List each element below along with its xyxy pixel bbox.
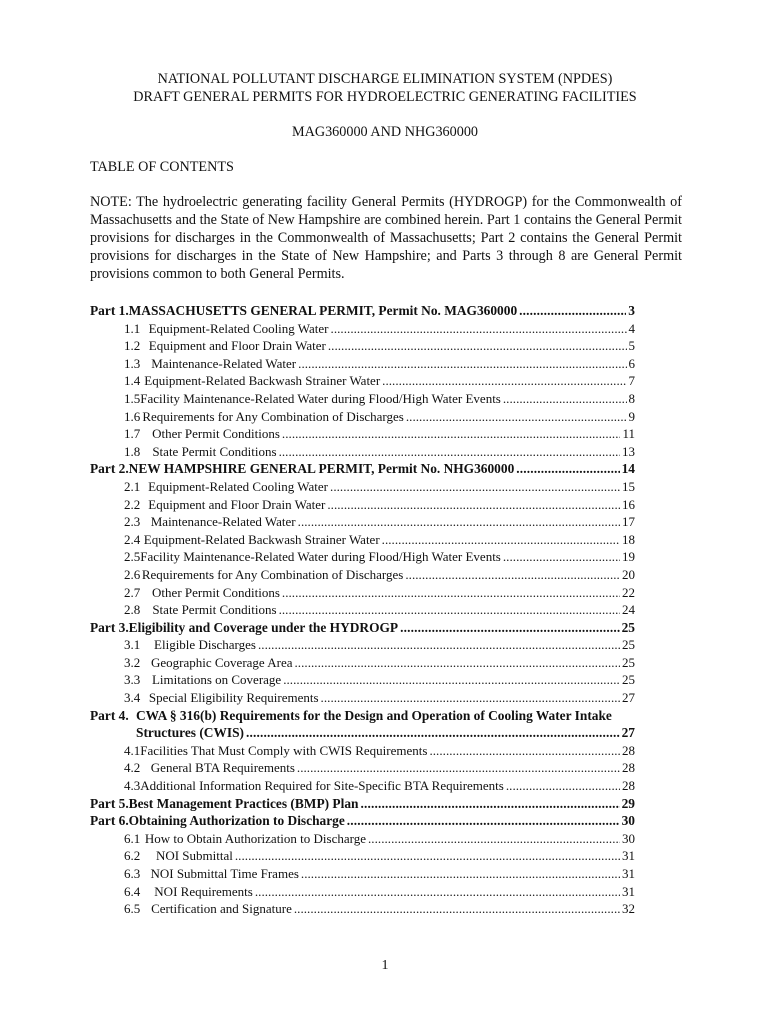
toc-section-entry[interactable] xyxy=(90,408,635,426)
toc-entry-number: 1.2 xyxy=(124,338,141,354)
toc-entry-page: 6 xyxy=(628,355,635,371)
toc-part-entry[interactable] xyxy=(90,812,635,830)
toc-dot-leader xyxy=(295,654,621,672)
toc-dot-leader xyxy=(298,355,626,373)
toc-entry-page: 20 xyxy=(622,566,635,582)
toc-entry-page: 32 xyxy=(622,901,635,917)
toc-entry-page: 18 xyxy=(622,531,635,547)
toc-entry-label: Limitations on Coverage xyxy=(151,672,282,688)
toc-section-entry[interactable] xyxy=(90,759,635,777)
toc-entry-number: 1.4 xyxy=(124,373,141,389)
toc-entry-label: Requirements for Any Combination of Discharges xyxy=(141,566,404,582)
toc-entry-label: Additional Information Required for Site-Specific BTA Requirements xyxy=(140,778,504,794)
toc-dot-leader xyxy=(258,636,620,654)
toc-entry-page: 13 xyxy=(622,443,635,459)
toc-dot-leader xyxy=(279,601,620,619)
toc-section-entry[interactable] xyxy=(90,548,635,566)
toc-entry-number: 4.3 xyxy=(124,778,141,794)
toc-entry-page: 25 xyxy=(621,619,635,635)
toc-entry-page: 16 xyxy=(622,496,635,512)
toc-section-entry[interactable] xyxy=(90,900,635,918)
toc-dot-leader xyxy=(503,390,627,408)
toc-dot-leader xyxy=(405,566,620,584)
toc-entry-page: 11 xyxy=(622,426,635,442)
toc-entry-page: 29 xyxy=(621,795,635,811)
toc-section-entry[interactable] xyxy=(90,883,635,901)
toc-entry-label: General BTA Requirements xyxy=(150,760,295,776)
toc-entry-page: 3 xyxy=(628,303,635,318)
toc-section-entry[interactable] xyxy=(90,513,635,531)
toc-entry-label: NEW HAMPSHIRE GENERAL PERMIT, Permit No. NHG360000 xyxy=(128,461,515,477)
toc-section-entry[interactable] xyxy=(90,443,635,461)
toc-dot-leader xyxy=(382,531,620,549)
toc-entry-page: 31 xyxy=(622,848,635,864)
toc-entry-page: 15 xyxy=(622,478,635,494)
toc-entry-number: 2.1 xyxy=(124,478,141,494)
toc-section-entry[interactable] xyxy=(90,337,635,355)
toc-entry-label: Eligibility and Coverage under the HYDROGP xyxy=(128,619,399,635)
toc-entry-number: 3.4 xyxy=(124,690,141,706)
toc-entry-number: 4.1 xyxy=(124,742,141,758)
toc-entry-number: 1.6 xyxy=(124,408,141,424)
toc-section-entry[interactable] xyxy=(90,478,635,496)
toc-entry-page: 31 xyxy=(622,866,635,881)
toc-entry-page: 7 xyxy=(628,373,635,389)
toc-entry-number: Part 5. xyxy=(90,795,129,811)
toc-dot-leader xyxy=(283,671,620,689)
toc-dot-leader xyxy=(321,689,620,707)
toc-section-entry[interactable] xyxy=(90,865,635,883)
toc-entry-label: Equipment-Related Cooling Water xyxy=(148,320,329,336)
toc-entry-number: 2.6 xyxy=(124,566,141,582)
toc-entry-page: 19 xyxy=(622,549,635,565)
toc-entry-label: NOI Requirements xyxy=(154,883,253,899)
toc-dot-leader xyxy=(503,548,620,566)
toc-entry-number: Part 4. xyxy=(90,707,129,723)
toc-section-entry[interactable] xyxy=(90,601,635,619)
toc-entry-number: 6.5 xyxy=(124,901,141,917)
toc-entry-label: Special Eligibility Requirements xyxy=(148,690,319,706)
toc-entry-number: 6.2 xyxy=(124,848,141,864)
toc-entry-number: 1.7 xyxy=(124,426,141,442)
toc-dot-leader xyxy=(516,460,619,478)
toc-entry-label: Certification and Signature xyxy=(151,901,292,917)
toc-entry-page: 9 xyxy=(628,408,635,424)
toc-section-entry[interactable] xyxy=(90,531,635,549)
toc-dot-leader xyxy=(297,759,620,777)
document-title-line-2: DRAFT GENERAL PERMITS FOR HYDROELECTRIC GENERATING FACILITIES xyxy=(133,89,637,105)
toc-entry-page: 30 xyxy=(622,830,635,846)
toc-dot-leader xyxy=(328,337,627,355)
toc-entry-page: 24 xyxy=(622,602,635,618)
toc-entry-page: 8 xyxy=(628,390,635,406)
note-paragraph: NOTE: The hydroelectric generating facility General Permits (HYDROGP) for the Commonwealth of Massachusetts and the State of New Hampshire are combined herein. Part 1 contains the General Permit provisions for discharges in the Commonwealth of Massachusetts; Part 2 contains the General Permit provisions for discharges in the State of New Hampshire; and Parts 3 through 8 are General Permit provisions common to both General Permits. xyxy=(90,194,682,282)
toc-entry-page: 27 xyxy=(621,725,635,741)
toc-dot-leader xyxy=(246,724,620,742)
toc-entry-label: Other Permit Conditions xyxy=(152,584,280,600)
toc-entry-page: 28 xyxy=(622,742,635,758)
toc-entry-number: 2.2 xyxy=(124,496,141,512)
toc-dot-leader xyxy=(301,865,620,883)
toc-dot-leader xyxy=(400,619,620,637)
toc-entry-label: State Permit Conditions xyxy=(152,443,277,459)
toc-entry-page: 28 xyxy=(622,760,635,776)
toc-entry-label: Facilities That Must Comply with CWIS Requirements xyxy=(140,742,428,758)
toc-dot-leader xyxy=(282,425,621,443)
toc-dot-leader xyxy=(382,372,626,390)
toc-entry-label: Facility Maintenance-Related Water during Flood/High Water Events xyxy=(140,549,501,565)
toc-section-entry[interactable] xyxy=(90,566,635,584)
toc-entry-page: 22 xyxy=(622,584,635,600)
toc-dot-leader xyxy=(235,847,620,865)
toc-dot-leader xyxy=(347,812,620,830)
toc-entry-page: 25 xyxy=(622,654,635,670)
toc-entry-page: 25 xyxy=(622,672,635,688)
toc-section-entry[interactable] xyxy=(90,355,635,373)
toc-entry-label: Facility Maintenance-Related Water during Flood/High Water Events xyxy=(140,390,501,406)
toc-entry-number: 3.3 xyxy=(124,672,141,688)
toc-entry-number: 1.1 xyxy=(124,320,141,336)
toc-section-entry[interactable] xyxy=(90,830,635,848)
toc-entry-number: 4.2 xyxy=(124,760,141,776)
toc-section-entry[interactable] xyxy=(90,584,635,602)
toc-section-entry[interactable] xyxy=(90,689,635,707)
toc-entry-label: Equipment-Related Backwash Strainer Water xyxy=(144,373,381,389)
toc-entry-page: 30 xyxy=(621,813,635,829)
toc-entry-label: MASSACHUSETTS GENERAL PERMIT, Permit No. MAG360000 xyxy=(128,303,518,318)
toc-dot-leader xyxy=(294,900,620,918)
toc-entry-label: Maintenance-Related Water xyxy=(150,514,296,530)
toc-entry-label: Equipment and Floor Drain Water xyxy=(148,496,326,512)
toc-entry-label: Structures (CWIS) xyxy=(136,725,244,741)
toc-entry-page: 28 xyxy=(622,778,635,794)
toc-entry-page: 25 xyxy=(622,637,635,653)
toc-dot-leader xyxy=(255,883,620,901)
toc-entry-number: 1.3 xyxy=(124,355,141,371)
toc-section-entry[interactable] xyxy=(90,390,635,408)
toc-dot-leader xyxy=(360,795,619,813)
toc-section-entry[interactable] xyxy=(90,847,635,865)
toc-entry-page: 14 xyxy=(621,461,635,477)
toc-entry-label: Obtaining Authorization to Discharge xyxy=(128,813,345,829)
toc-entry-page: 27 xyxy=(622,690,635,706)
toc-entry-number: 2.8 xyxy=(124,602,141,618)
toc-section-entry[interactable] xyxy=(90,372,635,390)
toc-dot-leader xyxy=(519,302,626,320)
toc-entry-label: Requirements for Any Combination of Discharges xyxy=(142,408,404,424)
toc-section-entry[interactable] xyxy=(90,425,635,443)
toc-entry-page: 17 xyxy=(622,514,635,530)
toc-section-entry[interactable] xyxy=(90,654,635,672)
toc-dot-leader xyxy=(279,443,620,461)
toc-section-entry[interactable] xyxy=(90,671,635,689)
toc-dot-leader xyxy=(327,496,620,514)
toc-entry-label: NOI Submittal Time Frames xyxy=(150,866,299,881)
permit-numbers: MAG360000 AND NHG360000 xyxy=(291,124,479,140)
toc-section-entry[interactable] xyxy=(90,742,635,760)
toc-entry-number: 3.2 xyxy=(124,654,141,670)
toc-entry-number: 2.4 xyxy=(124,531,141,547)
toc-entry-number: Part 2. xyxy=(90,461,129,477)
toc-entry-number: 3.1 xyxy=(124,637,141,653)
toc-dot-leader xyxy=(282,584,620,602)
toc-entry-label: Equipment and Floor Drain Water xyxy=(148,338,326,354)
toc-entry-page: 31 xyxy=(622,883,635,899)
toc-entry-number: Part 3. xyxy=(90,619,129,635)
table-of-contents xyxy=(90,302,635,918)
toc-entry-label: Equipment-Related Cooling Water xyxy=(148,478,329,494)
toc-entry-number: 1.5 xyxy=(124,390,141,406)
toc-entry-number: 2.7 xyxy=(124,584,141,600)
toc-entry-label: Geographic Coverage Area xyxy=(151,654,293,670)
toc-section-entry[interactable] xyxy=(90,636,635,654)
toc-part-entry[interactable] xyxy=(90,707,635,725)
toc-part-entry-continued[interactable] xyxy=(90,724,635,742)
document-title-line-1: NATIONAL POLLUTANT DISCHARGE ELIMINATION SYSTEM (NPDES) xyxy=(157,71,613,87)
toc-part-entry[interactable] xyxy=(90,795,635,813)
page-number: 1 xyxy=(381,958,389,973)
toc-section-entry[interactable] xyxy=(90,320,635,338)
toc-section-entry[interactable] xyxy=(90,777,635,795)
toc-dot-leader xyxy=(331,320,627,338)
toc-part-entry[interactable] xyxy=(90,619,635,637)
toc-entry-page: 4 xyxy=(628,320,635,336)
toc-dot-leader xyxy=(330,478,620,496)
toc-part-entry[interactable] xyxy=(90,302,635,320)
toc-entry-label: Best Management Practices (BMP) Plan xyxy=(128,795,359,811)
toc-entry-number: Part 6. xyxy=(90,813,129,829)
toc-entry-label: Equipment-Related Backwash Strainer Water xyxy=(143,531,380,547)
toc-section-entry[interactable] xyxy=(90,496,635,514)
toc-entry-number: Part 1. xyxy=(90,303,129,318)
toc-entry-label: CWA § 316(b) Requirements for the Design and Operation of Cooling Water Intake xyxy=(136,707,612,723)
toc-entry-label: How to Obtain Authorization to Discharge xyxy=(144,830,366,846)
toc-entry-number: 6.3 xyxy=(124,866,141,881)
toc-entry-label: Eligible Discharges xyxy=(154,637,256,653)
toc-dot-leader xyxy=(406,408,627,426)
toc-entry-number: 2.3 xyxy=(124,514,141,530)
toc-entry-label: Maintenance-Related Water xyxy=(151,355,297,371)
toc-dot-leader xyxy=(506,777,620,795)
toc-entry-number: 6.1 xyxy=(124,830,141,846)
toc-entry-label: NOI Submittal xyxy=(155,848,233,864)
toc-dot-leader xyxy=(298,513,620,531)
toc-dot-leader xyxy=(429,742,620,760)
toc-entry-label: Other Permit Conditions xyxy=(152,426,280,442)
toc-dot-leader xyxy=(368,830,620,848)
toc-heading: TABLE OF CONTENTS xyxy=(90,159,234,175)
toc-entry-number: 2.5 xyxy=(124,549,141,565)
toc-entry-page: 5 xyxy=(628,338,635,354)
toc-entry-label: State Permit Conditions xyxy=(152,602,277,618)
toc-entry-number: 1.8 xyxy=(124,443,141,459)
toc-entry-number: 6.4 xyxy=(124,883,141,899)
toc-part-entry[interactable] xyxy=(90,460,635,478)
